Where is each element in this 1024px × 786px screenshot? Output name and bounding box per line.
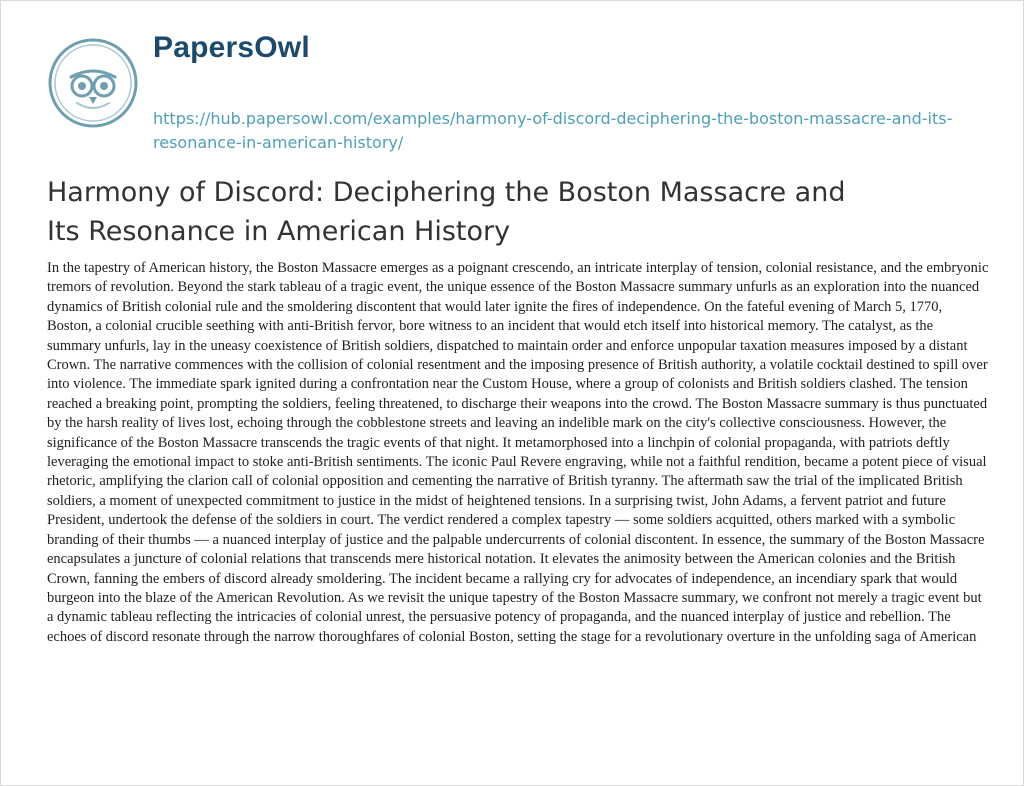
- owl-logo-icon: [47, 37, 139, 129]
- document-body: In the tapestry of American history, the Boston Massacre emerges as a poignant crescendo, an intricate interplay of tension, colonial resistance, and the embryonic tremors of revolution. Beyond the stark tableau of a tragic event, the unique essence of the Boston Massacre summary unfurls as an exploration into the nuanced dynamics of British colonial rule and the smoldering discontent that would later ignite the fires of independence. On the fateful evening of March 5, 1770, Boston, a colonial crucible seething with anti-British fervor, bore witness to an incident that would etch itself into historical memory. The catalyst, as the summary unfurls, lay in the uneasy coexistence of British soldiers, dispatched to maintain order and enforce unpopular taxation measures imposed by a distant Crown. The narrative commences with the collision of colonial resentment and the imposing presence of British authority, a volatile cocktail destined to spill over into violence. The immediate spark ignited during a confrontation near the Custom House, where a group of colonists and British soldiers clashed. The tension reached a breaking point, prompting the soldiers, feeling threatened, to discharge their weapons into the crowd. The Boston Massacre summary is thus punctuated by the harsh reality of lives lost, echoing through the cobblestone streets and leaving an indelible mark on the city's collective consciousness. However, the significance of the Boston Massacre transcends the tragic events of that night. It metamorphosed into a linchpin of colonial propaganda, with patriots deftly leveraging the emotional impact to stoke anti-British sentiments. The iconic Paul Revere engraving, while not a faithful rendition, became a potent piece of visual rhetoric, amplifying the clarion call of colonial opposition and cementing the narrative of British tyranny. The aftermath saw the trial of the implicated British soldiers, a moment of unexpected commitment to justice in the midst of heightened tensions. In a surprising twist, John Adams, a fervent patriot and future President, undertook the defense of the soldiers in court. The verdict rendered a complex tapestry — some soldiers acquitted, others marked with a symbolic branding of their thumbs — a nuanced interplay of justice and the palpable undercurrents of colonial discontent. In essence, the summary of the Boston Massacre encapsulates a juncture of colonial relations that transcends mere historical notation. It elevates the animosity between the American colonies and the British Crown, fanning the embers of discord already smoldering. The incident became a rallying cry for advocates of independence, an incendiary spark that would burgeon into the blaze of the American Revolution. As we revisit the unique tapestry of the Boston Massacre summary, we confront not merely a tragic event but a dynamic tableau reflecting the intricacies of colonial unrest, the persuasive potency of propaganda, and the nuanced interplay of justice and rebellion. The echoes of discord resonate through the narrow thoroughfares of colonial Boston, setting the stage for a revolutionary overture in the unfolding saga of American: [47, 260, 989, 645]
- header: [47, 27, 1007, 157]
- brand-name: PapersOwl: [153, 31, 310, 64]
- source-url[interactable]: https://hub.papersowl.com/examples/harmony-of-discord-deciphering-the-boston-massacre-and-its-resonance-in-american-history/: [153, 109, 953, 152]
- document-title: Harmony of Discord: Deciphering the Boston Massacre and Its Resonance in American History: [47, 177, 846, 247]
